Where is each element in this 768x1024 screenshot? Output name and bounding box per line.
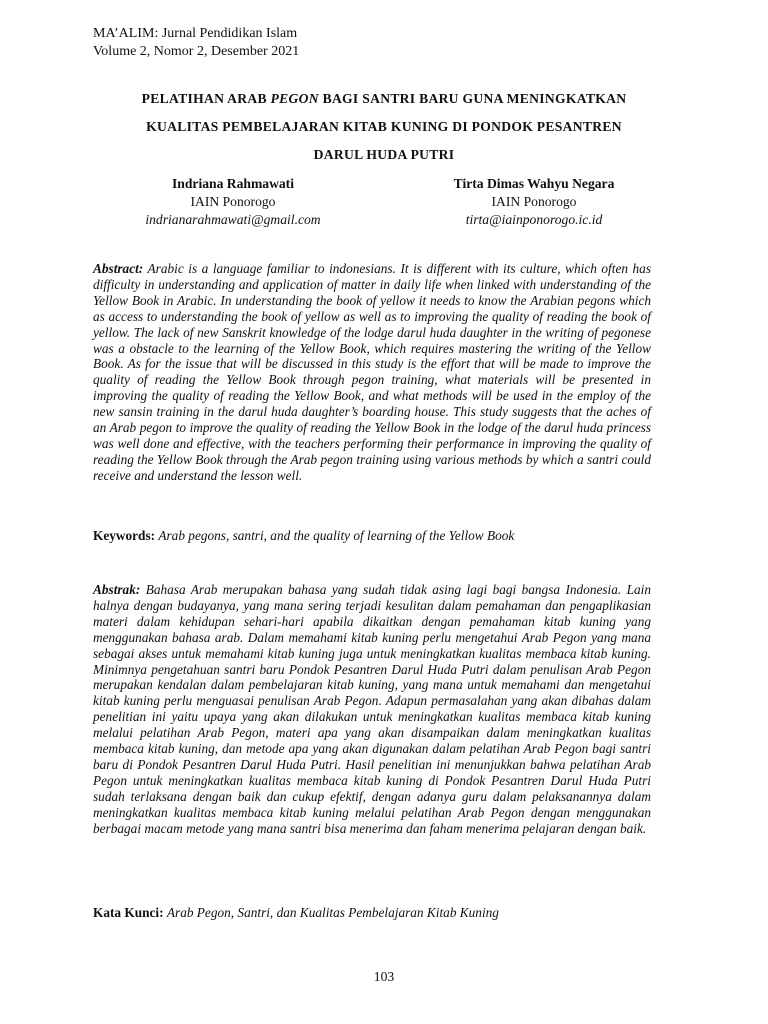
keywords-value: Arab pegons, santri, and the quality of learning of the Yellow Book	[158, 528, 515, 543]
title-line-2: KUALITAS PEMBELAJARAN KITAB KUNING DI PONDOK PESANTREN	[146, 119, 622, 134]
title-line-3: DARUL HUDA PUTRI	[313, 147, 455, 162]
abstract-label: Abstrak:	[93, 582, 141, 597]
abstract-english	[93, 261, 651, 484]
abstract-text: Bahasa Arab merupakan bahasa yang sudah tidak asing lagi bagi bangsa Indonesia. Lain halnya dengan budayanya, yang mana sering terjadi kesulitan dalam pemahaman dan pengaplikasian materi dalam kehidupan sehari-hari apabila dikaitkan dengan pemahaman kitab kuning yang menggunakan bahasa arab. Dalam memahami kitab kuning perlu mengetahui Arab Pegon yang mana sebagai akses untuk memahami kitab kuning juga untuk meningkatkan kualitas membaca kitab kuning. Minimnya pengetahuan santri baru Pondok Pesantren Darul Huda Putri dalam penulisan Arab Pegon merupakan kendalan dalam pembelajaran kitab kuning, yang mana untuk memahami dan mengetahui kitab kuning perlu menguasai penulisan Arab Pegon. Adapun permasalahan yang akan dibahas dalam penelitian ini yaitu upaya yang akan dilakukan untuk meningkatkan kualitas membaca kitab kuning melalui pelatihan Arab Pegon, materi apa yang akan disampaikan dalam meningkatkan kualitas membaca kitab kuning, dan metode apa yang akan digunakan dalam pelatihan Arab Pegon bagi santri baru di Pondok Pesantren Darul Huda Putri. Hasil penelitian ini menunjukkan bahwa pelatihan Arab Pegon untuk meningkatkan kualitas membaca kitab kuning di Pondok Pesantren Darul Huda Putri sudah terlaksana dengan baik dan cukup efektif, dengan adanya guru dalam pelaksanannya dalam meningkatkan kualitas membaca kitab kuning melalui pelatihan Arab Pegon dengan menggunakan berbagai macam metode yang mana santri bisa menerima dan faham menerima pelajaran dengan baik.	[93, 582, 651, 836]
page-number: 103	[373, 969, 395, 984]
journal-volume: Volume 2, Nomor 2, Desember 2021	[93, 44, 300, 59]
abstract-label: Abstract:	[93, 261, 144, 276]
title-line-1-start: PELATIHAN ARAB	[141, 91, 271, 106]
journal-header	[93, 25, 299, 61]
author-name: Tirta Dimas Wahyu Negara	[453, 176, 615, 191]
paper-title	[95, 85, 673, 169]
title-line-1-italic: PEGON	[270, 91, 319, 106]
journal-name: MA’ALIM: Jurnal Pendidikan Islam	[93, 26, 298, 41]
keywords-label: Keywords:	[93, 528, 156, 543]
abstract-text: Arabic is a language familiar to indonesians. It is different with its culture, which often has difficulty in understanding and application of matter in daily life when linked with understanding of the Yellow Book in Arabic. In understanding the book of yellow it needs to know the Arabian pegons which as access to understanding the book of yellow as well as to improving the quality of reading the book of yellow. The lack of new Sanskrit knowledge of the lodge darul huda daughter in the writing of pegonese was a obstacle to the learning of the Yellow Book, which requires mastering the writing of the Yellow Book. As for the issue that will be discussed in this study is the effort that will be made to improve the quality of reading the Yellow Book through pegon training, what materials will be presented in improving the quality of reading the Yellow Book, and what methods will be used in the employ of the new sansin training in the darul huda daughter’s boarding house. This study suggests that the aches of an Arab pegon to improve the quality of reading the Yellow Book in the lodge of the darul huda princess was well done and effective, with the teachers performing their performance in improving the quality of reading the Yellow Book through the Arab pegon training using various methods by which a santri could receive and understand the lesson well.	[93, 261, 651, 483]
author-affiliation: IAIN Ponorogo	[491, 194, 577, 209]
title-line-1	[95, 85, 673, 113]
abstract-indonesian	[93, 582, 651, 837]
author-email: tirta@iainponorogo.ic.id	[465, 212, 603, 227]
author-1	[83, 175, 383, 229]
keywords-english	[93, 528, 514, 544]
author-affiliation: IAIN Ponorogo	[190, 194, 276, 209]
keywords-label: Kata Kunci:	[93, 905, 164, 920]
author-name: Indriana Rahmawati	[172, 176, 294, 191]
keywords-indonesian	[93, 905, 499, 921]
keywords-value: Arab Pegon, Santri, dan Kualitas Pembelajaran Kitab Kuning	[166, 905, 499, 920]
author-2	[384, 175, 684, 229]
author-email: indrianarahmawati@gmail.com	[145, 212, 321, 227]
title-line-1-end: BAGI SANTRI BARU GUNA MENINGKATKAN	[318, 91, 627, 106]
